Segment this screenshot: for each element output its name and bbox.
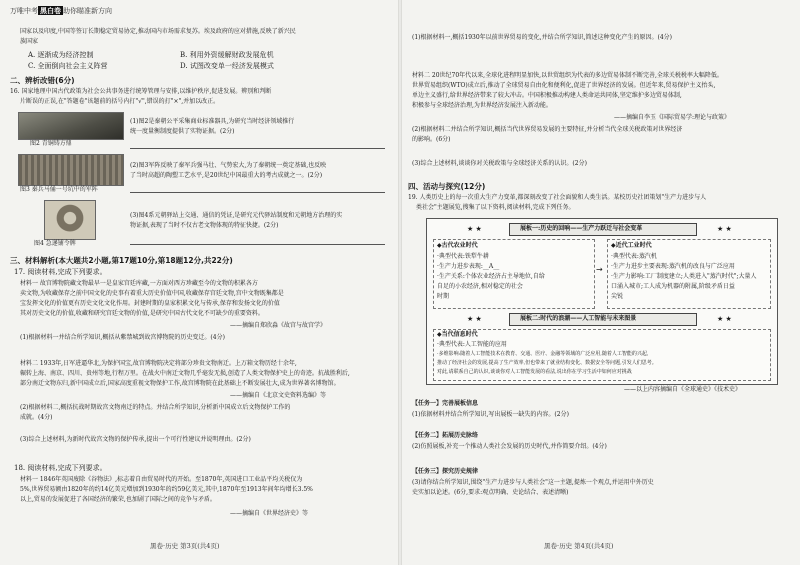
question-19: 19. 人类历史上的每一次重大生产力变革,都深刻改变了社会面貌和人类生活。某校历史社团策划"生产力进步与人: [408, 194, 707, 201]
option-b: B. 利用外资缓解财政发展危机: [180, 51, 274, 59]
figure-caption: 图4 急递铺令牌: [34, 240, 76, 247]
industrial-era-cell: [607, 239, 771, 309]
section-title: 四、活动与探究(12分): [408, 182, 486, 191]
source: ——摘编自《北京文史资料选编》等: [230, 392, 327, 399]
question-17: 17. 阅读材料,完成下列要求。: [14, 268, 107, 276]
panel-two-banner: [509, 313, 697, 326]
material-text: 材料一 故宫博物院藏文物最早一是皇家宫廷库藏,一方面对西方珍藏至今的文物的积累各方: [20, 280, 258, 287]
option-a: A. 逐渐成为经济控制: [28, 51, 94, 59]
material-text: 以上,贸易的发展促进了各国经济的繁荣,也加剧了国际之间的竞争与矛盾。: [20, 496, 216, 503]
task-three-title: 【任务三】探究历史规律: [412, 468, 479, 475]
source: ——摘编自李玉《国际贸易学:理论与政策》: [614, 114, 731, 121]
token-plate-image: [44, 200, 96, 240]
source: ——摘编自郑欣淼《故宫与故宫学》: [230, 322, 327, 329]
material-text: 其对历史文化的价值,收藏和研究宫廷文物的价值,是研究中国古代文化不可缺少的重要资料。: [20, 310, 264, 317]
figure-caption: 图3 秦兵马俑一号坑中的军阵: [20, 186, 98, 193]
panel-one-banner: [509, 223, 697, 236]
figure-caption: 图2 青铜铸方鼎: [30, 140, 72, 147]
task-three-question: (3)请你结合所学知识,围绕"生产力进步与人类社会"这一主题,提炼一个观点,并运用中外历史: [412, 479, 654, 486]
task-one-title: 【任务一】完善展板信息: [412, 400, 479, 407]
page-footer: 黑卷·历史 第3页(共4页): [150, 542, 220, 550]
sub-question: (2)根据材料二并结合所学知识,概括当代世界贸易发展的主要特征,并分析当代全球关税政策对世界经济: [412, 126, 683, 133]
panel-two-title: 展板二:时代的浪潮——人工智能与未来图景: [520, 315, 637, 322]
option-d: D. 试图改变单一经济发展模式: [180, 62, 274, 70]
star-icon: ★ ★: [717, 315, 732, 323]
task-one-question: (1)依据材料并结合所学知识,写出展板一缺失的内容。(2分): [412, 411, 569, 418]
item-1-cont: 统一度量衡制度提供了实物证据。(2分): [130, 128, 235, 135]
ag-line: ·典型代表:铁犁牛耕: [437, 253, 489, 260]
sub-question: (3)综合上述材料,为新时代故宫文物的保护传承,提出一个可行性建议并说明理由。(2分): [20, 436, 251, 443]
question-16-cont: 片断误的正误,在"答题卷"该题前的括号内打"√",错误的打"×",并加以改正。: [20, 98, 220, 105]
ind-line: ·生产力进步主要表现:蒸汽机的改良与广泛应用: [611, 263, 735, 270]
item-2: (2)图3军阵反映了秦军兵强马壮、气势宏大,为了秦朝统一奠定基础,也反映: [130, 162, 327, 169]
material-text: 材料二 20世纪70年代以来,全球化进程明显加快,以世贸组织为代表的多边贸易体制不断完善,全球关税税率大幅降低。: [412, 72, 723, 79]
item-1: (1)图2是秦朝公平采集商业标准器具,为研究当时经济领域推行: [130, 118, 295, 125]
material-text: 卖文物,为收藏保存之前中国文化的史事有着重大历史价值中国,收藏保存宫廷文物,宫中文物既集都是: [20, 290, 284, 297]
header-brand: 黑白卷: [40, 6, 61, 15]
material-text: 5%,世界贸易额由1820年的约14亿美元增加到1930年的约59亿美元,其中,1870年至1913年间年均增长3.5%: [20, 486, 313, 493]
ind-line: 口涌入城市;工人成为机器的附属,阶级矛盾日益: [611, 283, 735, 290]
option-c: C. 全面倒向社会主义阵营: [28, 62, 108, 70]
ag-line: ·生产力进步表现:__A__: [437, 263, 500, 270]
material-text: 积极参与全球经济治理,为世界经济发展注入新动能。: [412, 102, 552, 109]
exhibition-panel: [426, 218, 778, 385]
page-fold: [398, 0, 402, 565]
star-icon: ★ ★: [717, 225, 732, 233]
arrow-right-icon: →: [596, 265, 603, 274]
material-text: 世界贸易组织(WTO)成立后,推动了全球贸易自由化和便利化,促进了世界经济的发展。但近年来,贸易保护主义抬头,: [412, 82, 716, 89]
ag-line: 时期: [437, 293, 450, 300]
material-text: 部分南迁文物东归,新中国成立后,国家高度重视文物保护工作,故宫博物院在此基础上不断发展壮大,成为世界著名博物馆。: [20, 380, 340, 387]
item-3-cont: 物证据,表现了当时不仅古老文物体现的特征快捷。(2分): [130, 222, 279, 229]
sub-question: (1)根据材料一并结合所学知识,概括从紫禁城到故宫博物院的历史变迁。(4分): [20, 334, 225, 341]
header-prefix: 万唯中考: [10, 7, 38, 15]
ag-era-title: ◆古代农业时代: [437, 242, 478, 249]
material-text: 材料一 1846年英国废除《谷物法》,标志着自由贸易时代的开始。至1870年,英国进口工业品平均关税仅为: [20, 476, 303, 483]
question-18: 18. 阅读材料,完成下列要求。: [14, 464, 107, 472]
question-16: 16. 国家地理中国古代政策为社会公共事务进行统筹管理与安排,以维护秩序,促进发展。辨别和判断: [10, 88, 272, 95]
info-era-title: ◆当代信息时代: [437, 331, 478, 338]
item-3: (3)图4系元朝驿站上交通、通信的凭证,是研究元代驿站制度和元朝地方治理的实: [130, 212, 343, 219]
bronze-vessel-image: [18, 112, 124, 140]
sub-question: (3)综合上述材料,谈谈你对关税政策与全球经济关系的认识。(2分): [412, 160, 587, 167]
ag-era-cell: [433, 239, 595, 309]
panel-one-title: 展板一:历史的回响——生产力跃迁与社会变革: [520, 225, 643, 232]
item-2-cont: 了当时高超的陶塑工艺水平,是20世纪中国最重大的考古成就之一。(2分): [130, 172, 323, 179]
material-text: 宝发挥文化的价值更有历史文化文化作用。封建时期的皇家积累文化与传承,保存和发扬文化的价值: [20, 300, 280, 307]
page-header: [10, 6, 112, 16]
ind-line: ·生产力影响:工厂制度建立;人类进入"蒸汽时代";大量人: [611, 273, 757, 280]
question-19-cont: 类社会"主题展览,搜集了以下资料,阅读材料,完成下列任务。: [416, 204, 575, 211]
industrial-era-title: ◆近代工业时代: [611, 242, 652, 249]
info-line: ·多维影响:随着人工智能技术在教育、交通、医疗、金融等领域的广泛应用,随着人工智能的兴起,: [437, 351, 649, 357]
sub-question: (2)根据材料二,概括抗战时期故宫文物南迁的特点。并结合所学知识,分析新中国成立后文物保护工作的: [20, 404, 291, 411]
text-line: 族国家: [20, 38, 39, 45]
material-text: 辗转上海、南京、四川、贵州等地,行程万里。在战火中南迁文物几乎毫发无损,创造了人类文物保护史上的奇迹。抗战胜利后,: [20, 370, 350, 377]
text-line: 国家以及印度,中国等签订长期稳定贸易协定,推动国内市场需求复苏。埃及政府的应对措施,反映了新兴民: [20, 28, 296, 35]
page-3: [0, 0, 396, 565]
task-two-question: (2)仿照展板,补充一个推动人类社会发展的历史时代,并作简要介绍。(4分): [412, 443, 607, 450]
ind-line: 尖锐: [611, 293, 624, 300]
sub-question-cont: 的影响。(6分): [412, 136, 451, 143]
answer-line: [130, 244, 385, 245]
section-title: 三、材料解析(本大题共2小题,第17题10分,第18题12分,共22分): [10, 256, 233, 265]
ag-line: 自足的小农经济,相对稳定的社会: [437, 283, 523, 290]
info-line: 对此,请联系自己的认识,谈谈你对人工智能发展的看法,说出你在学习生活中如何应对挑战: [437, 369, 632, 375]
section-title: 二、辨析改错(6分): [10, 76, 75, 85]
source: ——摘编自《世界经济史》等: [230, 510, 309, 517]
material-text: 单边主义盛行,给世界经济带来了较大冲击。中国积极推动构建人类命运共同体,坚定维护多边贸易体制,: [412, 92, 682, 99]
star-icon: ★ ★: [467, 225, 482, 233]
terracotta-army-image: [18, 154, 124, 186]
sub-question: (1)根据材料一,概括1930年以前世界贸易的变化,并结合所学知识,简述这种变化产生的原因。(4分): [412, 34, 672, 41]
info-line: 推动了经济社会的发展,提高了生产效率,但也带来了就业结构变化、数据安全等问题,引发人们思考。: [437, 360, 657, 366]
info-line: ·典型代表:人工智能的应用: [437, 341, 507, 348]
header-suffix: 助你瞄准新方向: [63, 7, 112, 15]
page-4: [404, 0, 800, 565]
ind-line: ·典型代表:蒸汽机: [611, 253, 657, 260]
answer-line: [130, 192, 385, 193]
task-three-question-cont: 史实加以论述。(6分,要求:观点明确、史论结合、表述清晰): [412, 489, 569, 496]
ag-line: ·生产关系:个体农业经济占主导地位,自给: [437, 273, 545, 280]
sub-question-cont: 成就。(4分): [20, 414, 53, 421]
page-footer: 黑卷·历史 第4页(共4页): [544, 542, 614, 550]
task-two-title: 【任务二】拓展历史脉络: [412, 432, 479, 439]
info-era-cell: [433, 329, 771, 381]
panel-source: ——以上内容摘编自《全球通史》《技术史》: [624, 386, 742, 393]
star-icon: ★ ★: [467, 315, 482, 323]
material-text: 材料二 1933年,日军进逼华北,为保护国宝,故宫博物院决定将部分珍贵文物南迁。上万箱文物历经十余年,: [20, 360, 297, 367]
answer-line: [130, 148, 385, 149]
